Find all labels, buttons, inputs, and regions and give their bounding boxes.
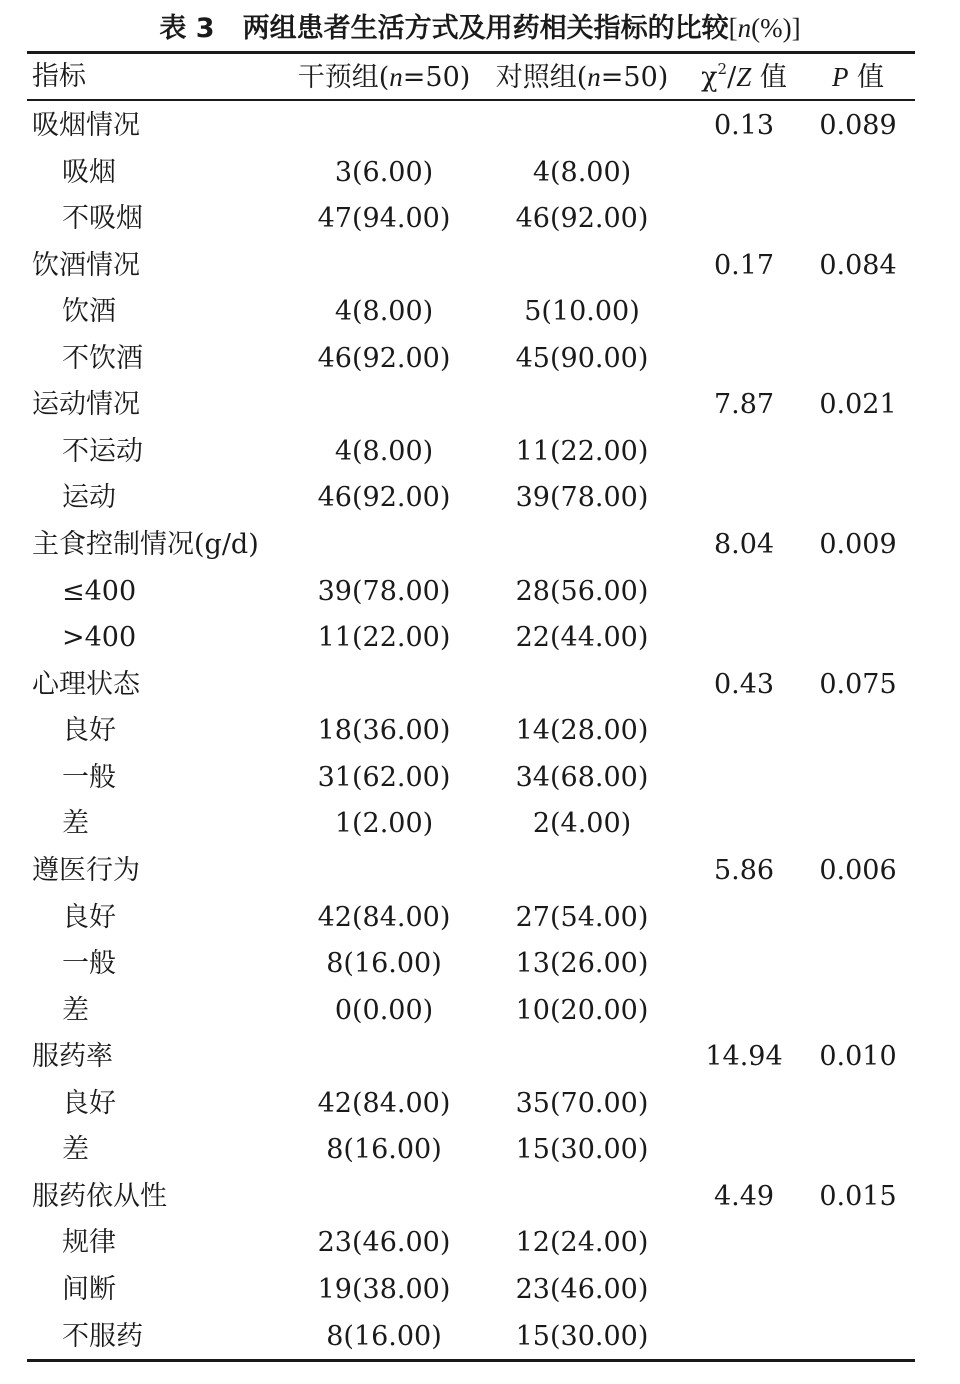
caption-unit: (%) xyxy=(751,13,792,43)
header-z-symbol: Z xyxy=(736,62,752,92)
top-rule xyxy=(27,51,915,54)
cell-intervention: 31(62.00) xyxy=(317,761,451,793)
cell-indicator: 饮酒 xyxy=(62,296,116,328)
caption-bracket-close: ] xyxy=(791,13,801,43)
cell-intervention: 46(92.00) xyxy=(317,342,451,374)
cell-intervention: 18(36.00) xyxy=(317,715,451,747)
table-group-row xyxy=(0,1034,960,1080)
table-row xyxy=(0,475,960,521)
cell-control: 15(30.00) xyxy=(515,1320,649,1352)
cell-control: 23(46.00) xyxy=(515,1274,649,1305)
cell-indicator: 不服药 xyxy=(62,1320,143,1352)
cell-control: 35(70.00) xyxy=(515,1087,649,1119)
table-row xyxy=(0,1127,960,1173)
cell-p-value: 0.084 xyxy=(819,249,897,281)
table-group-row xyxy=(0,662,960,708)
cell-p-value: 0.015 xyxy=(819,1180,897,1212)
table-row xyxy=(0,801,960,847)
header-chi-symbol: χ xyxy=(701,62,718,93)
cell-indicator: 服药率 xyxy=(32,1041,113,1073)
header-control-n: n xyxy=(587,62,601,92)
table-row xyxy=(0,150,960,196)
cell-control: 4(8.00) xyxy=(532,156,632,188)
cell-intervention: 8(16.00) xyxy=(326,948,442,980)
cell-p-value: 0.010 xyxy=(819,1041,897,1073)
table-row xyxy=(0,429,960,475)
cell-indicator: 吸烟 xyxy=(62,156,116,188)
cell-statistic: 7.87 xyxy=(713,389,775,421)
cell-indicator: 差 xyxy=(62,1134,89,1166)
cell-statistic: 0.43 xyxy=(713,668,775,700)
table-row xyxy=(0,895,960,941)
header-rule xyxy=(27,99,915,101)
cell-indicator: 主食控制情况(g/d) xyxy=(32,529,259,561)
cell-control: 15(30.00) xyxy=(515,1134,649,1166)
cell-p-value: 0.006 xyxy=(819,854,897,886)
header-intervention-n: n xyxy=(389,62,403,92)
table-group-row xyxy=(0,382,960,428)
cell-indicator: >400 xyxy=(62,622,137,654)
header-control xyxy=(496,55,669,100)
table-group-row xyxy=(0,522,960,568)
cell-control: 46(92.00) xyxy=(515,203,649,235)
cell-indicator: 规律 xyxy=(62,1227,116,1259)
cell-control: 11(22.00) xyxy=(515,435,649,467)
cell-indicator: 运动情况 xyxy=(32,389,140,421)
cell-intervention: 8(16.00) xyxy=(326,1134,442,1166)
table-row xyxy=(0,1081,960,1127)
cell-indicator: 遵医行为 xyxy=(32,854,140,886)
cell-indicator: 差 xyxy=(62,994,89,1026)
cell-indicator: 一般 xyxy=(62,948,116,980)
cell-intervention: 0(0.00) xyxy=(334,994,434,1026)
cell-intervention: 1(2.00) xyxy=(334,808,434,840)
cell-intervention: 23(46.00) xyxy=(317,1227,451,1259)
table-group-row xyxy=(0,848,960,894)
cell-intervention: 46(92.00) xyxy=(317,482,451,514)
cell-statistic: 4.49 xyxy=(713,1180,775,1212)
cell-indicator: 良好 xyxy=(62,715,116,747)
header-statistic xyxy=(701,55,787,100)
header-chi-superscript: 2 xyxy=(717,60,728,78)
header-statistic-suffix: 值 xyxy=(751,62,787,93)
caption-bracket-open: [ xyxy=(728,13,738,43)
table-title: 两组患者生活方式及用药相关指标的比较 xyxy=(242,13,729,44)
header-chi-slash: / xyxy=(727,62,737,93)
table-row xyxy=(0,289,960,335)
cell-intervention: 8(16.00) xyxy=(326,1320,442,1352)
cell-control: 22(44.00) xyxy=(515,622,649,654)
table-row xyxy=(0,1267,960,1313)
cell-indicator: 不运动 xyxy=(62,435,143,467)
cell-indicator: 一般 xyxy=(62,761,116,793)
cell-intervention: 4(8.00) xyxy=(334,435,434,467)
bottom-rule xyxy=(27,1359,915,1362)
table-header-row xyxy=(0,55,960,99)
cell-intervention: 11(22.00) xyxy=(317,622,451,654)
cell-statistic: 14.94 xyxy=(705,1041,783,1073)
cell-statistic: 8.04 xyxy=(713,529,775,561)
table-row xyxy=(0,941,960,987)
cell-control: 2(4.00) xyxy=(532,808,632,840)
table-row xyxy=(0,755,960,801)
header-intervention xyxy=(298,55,471,100)
cell-control: 5(10.00) xyxy=(524,296,640,328)
cell-p-value: 0.089 xyxy=(819,110,897,141)
table-row xyxy=(0,1314,960,1360)
cell-intervention: 39(78.00) xyxy=(317,575,451,607)
table-group-row xyxy=(0,243,960,289)
cell-intervention: 42(84.00) xyxy=(317,1087,451,1119)
table-row xyxy=(0,988,960,1034)
cell-statistic: 5.86 xyxy=(713,854,775,886)
cell-intervention: 3(6.00) xyxy=(334,156,434,188)
cell-indicator: 运动 xyxy=(62,482,116,514)
header-control-count: =50) xyxy=(600,62,669,93)
cell-p-value: 0.021 xyxy=(819,389,897,421)
cell-control: 10(20.00) xyxy=(515,994,649,1026)
cell-indicator: 心理状态 xyxy=(32,668,140,700)
cell-intervention: 42(84.00) xyxy=(317,901,451,933)
table-row xyxy=(0,615,960,661)
cell-control: 27(54.00) xyxy=(515,901,649,933)
cell-intervention: 4(8.00) xyxy=(334,296,434,328)
table-group-row xyxy=(0,1174,960,1220)
header-control-label: 对照组( xyxy=(495,62,588,93)
cell-statistic: 0.13 xyxy=(713,110,775,141)
table-row xyxy=(0,196,960,242)
header-p-suffix: 值 xyxy=(848,62,885,93)
cell-control: 45(90.00) xyxy=(515,342,649,374)
cell-indicator: 吸烟情况 xyxy=(32,110,140,141)
cell-control: 28(56.00) xyxy=(515,575,649,607)
header-p-value xyxy=(832,55,884,100)
header-intervention-count: =50) xyxy=(402,62,471,93)
cell-indicator: 间断 xyxy=(62,1274,116,1305)
table-group-row xyxy=(0,103,960,149)
table-number: 表 3 xyxy=(159,13,215,44)
table-caption xyxy=(0,6,960,50)
cell-indicator: 服药依从性 xyxy=(32,1180,167,1212)
cell-p-value: 0.009 xyxy=(819,529,897,561)
table-row xyxy=(0,1220,960,1266)
cell-indicator: 不吸烟 xyxy=(62,203,143,235)
cell-control: 14(28.00) xyxy=(515,715,649,747)
caption-n: n xyxy=(737,13,752,43)
cell-intervention: 47(94.00) xyxy=(317,203,451,235)
cell-intervention: 19(38.00) xyxy=(317,1274,451,1305)
table-row xyxy=(0,336,960,382)
cell-indicator: ≤400 xyxy=(62,575,137,607)
table-row xyxy=(0,708,960,754)
cell-statistic: 0.17 xyxy=(713,249,775,281)
table-row xyxy=(0,569,960,615)
cell-indicator: 不饮酒 xyxy=(62,342,143,374)
cell-control: 34(68.00) xyxy=(515,761,649,793)
cell-indicator: 良好 xyxy=(62,901,116,933)
cell-control: 13(26.00) xyxy=(515,948,649,980)
cell-indicator: 饮酒情况 xyxy=(32,249,140,281)
cell-indicator: 差 xyxy=(62,808,89,840)
cell-p-value: 0.075 xyxy=(819,668,897,700)
cell-control: 12(24.00) xyxy=(515,1227,649,1259)
cell-control: 39(78.00) xyxy=(515,482,649,514)
header-p-symbol: P xyxy=(831,62,849,92)
cell-indicator: 良好 xyxy=(62,1087,116,1119)
header-indicator: 指标 xyxy=(32,61,86,92)
header-intervention-label: 干预组( xyxy=(297,62,390,93)
